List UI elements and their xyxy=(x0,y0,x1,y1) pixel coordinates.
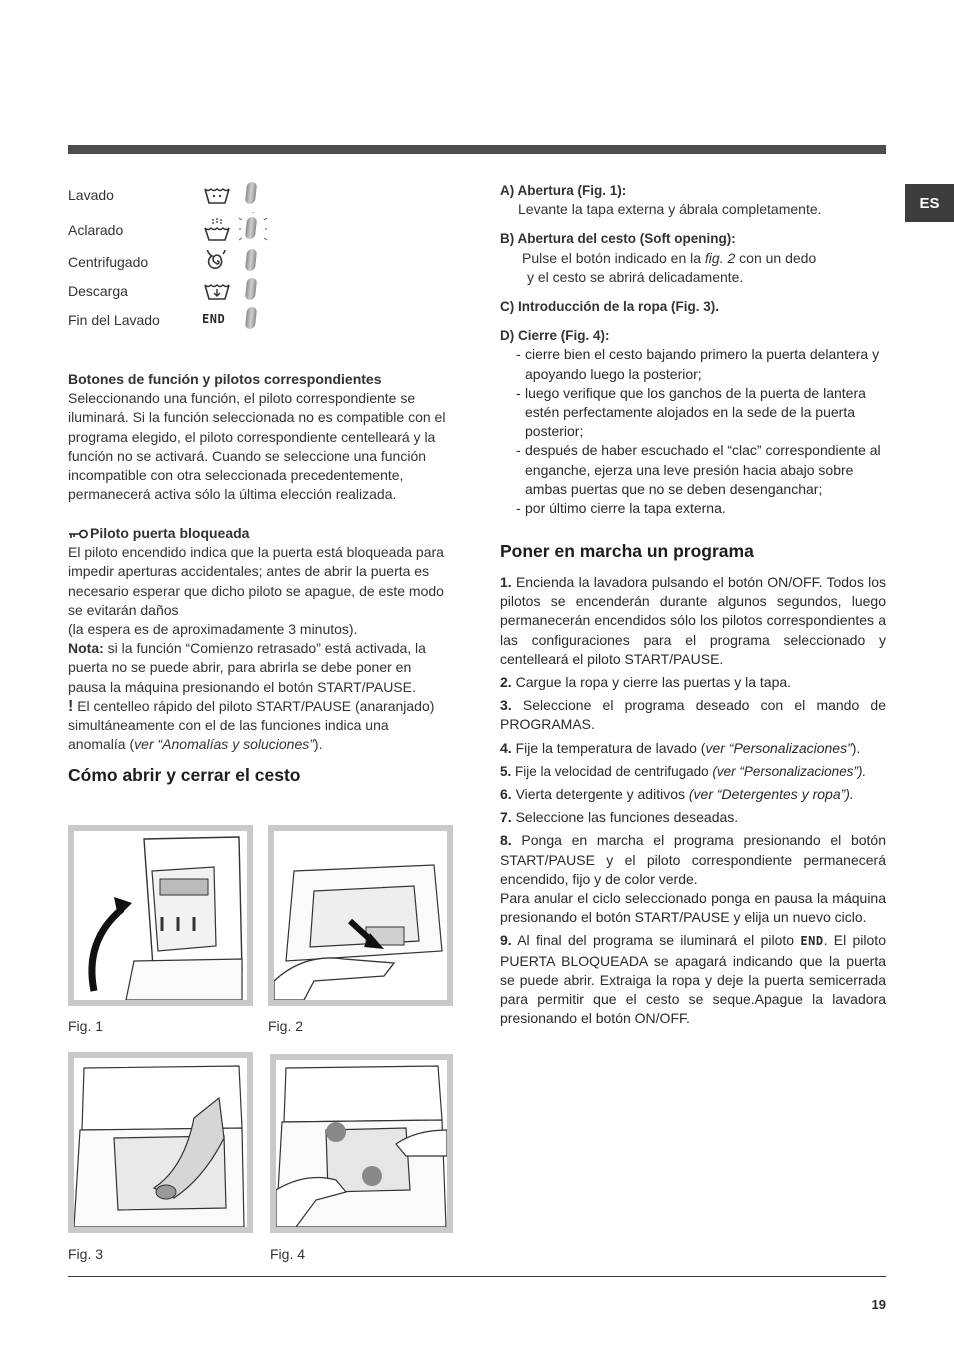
program-step-2 xyxy=(500,673,886,692)
step-text: Seleccione las funciones deseadas. xyxy=(511,809,739,826)
step-a-title: A) Abertura (Fig. 1): xyxy=(500,183,627,198)
step-number: 3. xyxy=(500,697,512,714)
section-text: Seleccionando una función, el piloto correspondiente se iluminará. Si la función seleccionada no es compatible con el programa elegido, el piloto correspondiente centelleará y la función no se activará. Cuando se seleccione una función incompatible con otra seleccionada precedentemente, permanecerá activa sólo la última elección realizada. xyxy=(68,390,446,503)
figure-3-image xyxy=(68,1052,253,1233)
step-text: Encienda la lavadora pulsando el botón ON/OFF. Todos los pilotos se encenderán durante algunos segundos, luego permanecerán encendidos sólo los pilotos correspondientes a las configuraciones para el programa seleccionado y centelleará el piloto START/PAUSE. xyxy=(500,574,886,667)
program-step-9 xyxy=(500,931,886,1028)
program-step-7 xyxy=(500,808,886,827)
section-title: Botones de función y pilotos correspondientes xyxy=(68,371,382,387)
warning-text-end: ). xyxy=(313,736,323,753)
step-number: 1. xyxy=(500,574,512,590)
door-lock-title-row xyxy=(68,524,450,543)
warning-text: El centelleo rápido del piloto START/PAUSE (anaranjado) simultáneamente con el de las funciones indica una anomalía ( xyxy=(68,697,435,753)
rinse-icon xyxy=(202,218,232,242)
phase-row-spin xyxy=(68,250,288,274)
step-reference: ver “Personalizaciones” xyxy=(705,739,852,756)
note-text: si la función “Comienzo retrasado” está activada, la puerta no se puede abrir, para abrirla se debe poner en pausa la máquina presionando el botón START/PAUSE. xyxy=(68,640,426,695)
step-number: 6. xyxy=(500,786,512,803)
step-text: Fije la velocidad de centrifugado xyxy=(511,763,713,779)
program-step-4 xyxy=(500,739,886,758)
step-b-title: B) Abertura del cesto (Soft opening): xyxy=(500,231,736,247)
step-text: Seleccione el programa deseado con el mando de PROGRAMAS. xyxy=(500,697,886,733)
step-text: Vierta detergente y aditivos xyxy=(511,786,689,803)
warning-paragraph xyxy=(68,697,450,755)
end-icon: END xyxy=(800,934,824,949)
phase-row-rinse xyxy=(68,218,288,242)
figure-caption: Fig. 1 xyxy=(68,1018,104,1034)
phase-light xyxy=(245,278,257,300)
list-item: - cierre bien el cesto bajando primero la puerta delantera y apoyando luego la posterior; xyxy=(500,345,886,383)
phase-light xyxy=(245,307,257,329)
function-buttons-section xyxy=(68,370,450,504)
program-steps xyxy=(500,573,886,1032)
header-rule xyxy=(68,145,886,154)
wash-icon xyxy=(202,183,232,207)
figure-caption: Fig. 2 xyxy=(268,1018,304,1034)
phase-row-end xyxy=(68,308,288,332)
step-b-text xyxy=(500,249,886,268)
step-reference: (ver “Detergentes y ropa”). xyxy=(688,786,854,803)
page-number: 19 xyxy=(871,1297,886,1312)
step-number: 5. xyxy=(500,763,512,779)
figure-caption: Fig. 3 xyxy=(68,1246,104,1262)
note-label: Nota: xyxy=(68,640,104,657)
step-b-text-part: con un dedo xyxy=(735,249,817,266)
phase-row-drain xyxy=(68,279,288,303)
warning-icon: ! xyxy=(68,697,74,715)
step-number: 9. xyxy=(500,932,512,949)
step-text: . El piloto PUERTA BLOQUEADA se apagará indicando que la puerta se puede abrir. Extraiga la ropa y deje la puerta semicerrada para permitir que el cesto se seque.Apague la lavadora presionando el botón ON/OFF. xyxy=(500,932,886,1027)
program-step-1 xyxy=(500,573,886,669)
step-text: Al final del programa se iluminará el piloto xyxy=(511,932,801,949)
phase-light xyxy=(245,249,257,271)
phase-label: Centrifugado xyxy=(68,254,149,270)
open-close-steps xyxy=(500,181,886,518)
phase-label: Descarga xyxy=(68,283,128,299)
figure-caption: Fig. 4 xyxy=(270,1246,306,1262)
step-text: Fije la temperatura de lavado ( xyxy=(511,739,706,756)
program-step-8-note: Para anular el ciclo seleccionado ponga en pausa la máquina presionando el botón START/PAUSE y elija un nuevo ciclo. xyxy=(500,890,886,926)
section-text: (la espera es de aproximadamente 3 minutos). xyxy=(68,621,358,638)
language-tab: ES xyxy=(905,184,954,222)
drain-icon xyxy=(202,279,232,303)
figure-4-image xyxy=(270,1054,453,1233)
list-item: - por último cierre la tapa externa. xyxy=(500,499,886,518)
phase-row-wash xyxy=(68,183,288,207)
open-close-heading: Cómo abrir y cerrar el cesto xyxy=(68,765,301,785)
section-title: Piloto puerta bloqueada xyxy=(90,525,250,541)
program-step-8 xyxy=(500,831,886,889)
spin-icon xyxy=(202,250,232,274)
step-reference: (ver “Personalizaciones”). xyxy=(712,763,867,779)
step-text: ). xyxy=(851,739,861,756)
step-text: Cargue la ropa y cierre las puertas y la tapa. xyxy=(511,674,792,691)
door-lock-section xyxy=(68,524,450,754)
step-b-reference: fig. 2 xyxy=(704,249,736,266)
step-d-list xyxy=(500,345,886,518)
footer-rule xyxy=(68,1276,886,1277)
program-step-5 xyxy=(500,762,886,781)
step-number: 7. xyxy=(500,809,512,826)
warning-reference: ver “Anomalías y soluciones” xyxy=(134,736,314,753)
step-number: 4. xyxy=(500,739,512,756)
figure-2-image xyxy=(268,825,453,1006)
step-number: 8. xyxy=(500,832,512,849)
phase-light xyxy=(245,182,257,204)
note-paragraph xyxy=(68,639,450,697)
program-step-6 xyxy=(500,785,886,804)
phase-label: Lavado xyxy=(68,187,114,203)
step-number: 2. xyxy=(500,674,512,691)
program-step-3 xyxy=(500,696,886,734)
list-item: - luego verifique que los ganchos de la puerta de lantera estén perfectamente alojados en la sede de la puerta posterior; xyxy=(500,384,886,442)
figure-1-image xyxy=(68,825,253,1006)
phase-label: Aclarado xyxy=(68,222,124,238)
program-heading: Poner en marcha un programa xyxy=(500,541,754,561)
list-item: - después de haber escuchado el “clac” correspondiente al enganche, ejerza una leve presión hacia abajo sobre ambas puertas que no se deben desenganchar; xyxy=(500,441,886,499)
step-c-title: C) Introducción de la ropa (Fig. 3). xyxy=(500,299,720,315)
section-text: El piloto encendido indica que la puerta está bloqueada para impedir aperturas accidentales; antes de abrir la puerta es necesario esperar que dicho piloto se apague, de este modo se evitarán daños xyxy=(68,544,444,618)
end-icon: END xyxy=(202,312,226,326)
key-icon xyxy=(68,528,88,540)
blink-rays-icon xyxy=(239,212,267,246)
step-b-text-cont: y el cesto se abrirá delicadamente. xyxy=(527,268,744,285)
step-a-text: Levante la tapa externa y ábrala completamente. xyxy=(518,201,822,218)
step-text: Ponga en marcha el programa presionando el botón START/PAUSE y el piloto correspondiente permanecerá encendido, fijo y de color verde. xyxy=(500,832,886,887)
phase-label: Fin del Lavado xyxy=(68,312,160,328)
step-b-text-part: Pulse el botón indicado en la xyxy=(522,249,705,266)
step-d-title: D) Cierre (Fig. 4): xyxy=(500,328,610,344)
